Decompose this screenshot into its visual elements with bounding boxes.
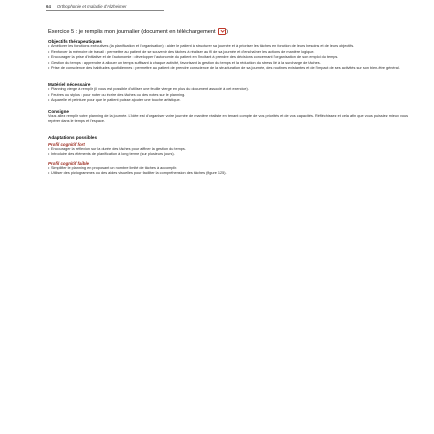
profil-fort-label: Profil cognitif fort bbox=[48, 141, 85, 147]
list-item: • Améliorer les fonctions exécutives (la planification et l'organisation) : aider le patient à structurer sa journée et à prioriser les tâches en fonction de leurs besoins et de leurs objectifs. bbox=[48, 44, 411, 49]
list-item: • Planning vierge à remplir (il vous est possible d'utiliser une feuille vierge en plus du document associé à cet exercice). bbox=[48, 87, 411, 92]
list-item: • Encourager la réflexion sur la durée des tâches pour affiner la gestion du temps. bbox=[48, 147, 411, 152]
section-materiel bbox=[48, 82, 418, 103]
profil-fort-list bbox=[48, 147, 418, 157]
consigne-text: Vous allez remplir votre planning de la journée. L'idée est d'organiser votre journée de manière réaliste en tenant compte de vos priorités et de vos capacités. Réfléchissez et cela afin que vous puissiez mieux vous repérer dans le temps et l'espace. bbox=[48, 114, 408, 124]
page-number: 64 bbox=[46, 4, 51, 9]
profil-faible-label: Profil cognitif faible bbox=[48, 160, 89, 166]
adaptations-heading: Adaptations possibles bbox=[48, 135, 98, 141]
section-consigne bbox=[48, 109, 418, 124]
list-item: • Prise de conscience des habitudes quotidiennes : permettre au patient de prendre conscience de la structuration de sa journée, des routines existantes et de l'impact de ses activités sur son bien-être général. bbox=[48, 66, 411, 71]
profil-faible-list bbox=[48, 166, 418, 176]
list-item: • Gestion du temps : apprendre à allouer un temps suffisant à chaque activité, favorisant la gestion du temps et la réduction du stress lié à la surcharge de tâches. bbox=[48, 61, 411, 66]
download-icon[interactable] bbox=[218, 28, 229, 36]
running-title: Orthophonie et maladie d'Alzheimer bbox=[56, 4, 127, 9]
list-item: • Encourager la prise d'initiative et de l'autonomie : développer l'autonomie du patient en l'incitant à prendre des décisions concernant l'organisation de son emploi du temps. bbox=[48, 55, 411, 60]
running-header bbox=[46, 4, 164, 11]
exercise-title bbox=[48, 28, 348, 36]
consigne-heading: Consigne bbox=[48, 108, 69, 114]
objectifs-heading: Objectifs thérapeutiques bbox=[48, 38, 102, 44]
list-item: • Simplifier le planning en proposant un nombre limité de tâches à accomplir. bbox=[48, 166, 411, 171]
exercise-title-end: ) bbox=[226, 29, 229, 36]
list-item: • Feutres ou stylos : pour noter ou écrire des tâches ou des notes sur le planning. bbox=[48, 93, 411, 98]
list-item: • Utiliser des pictogrammes ou des aides visuelles pour faciliter la compréhension des tâches (figure 125). bbox=[48, 171, 411, 176]
list-item: • Aquarelle et peinture pour que le patient puisse ajouter une touche artistique. bbox=[48, 98, 411, 103]
materiel-list bbox=[48, 87, 418, 103]
section-adaptations bbox=[48, 135, 418, 176]
list-item: • Introduire des éléments de planification à long terme (sur plusieurs jours). bbox=[48, 152, 411, 157]
section-objectifs bbox=[48, 39, 418, 71]
materiel-heading: Matériel nécessaire bbox=[48, 81, 91, 87]
exercise-title-text: Exercice 5 : je remplis mon journalier (document en téléchargement bbox=[48, 29, 216, 36]
objectifs-list bbox=[48, 44, 418, 70]
list-item: • Renforcer la mémoire de travail : permettre au patient de se souvenir des tâches à réaliser au fil de sa journée et d'enchaîner les actions de manière logique. bbox=[48, 50, 411, 55]
